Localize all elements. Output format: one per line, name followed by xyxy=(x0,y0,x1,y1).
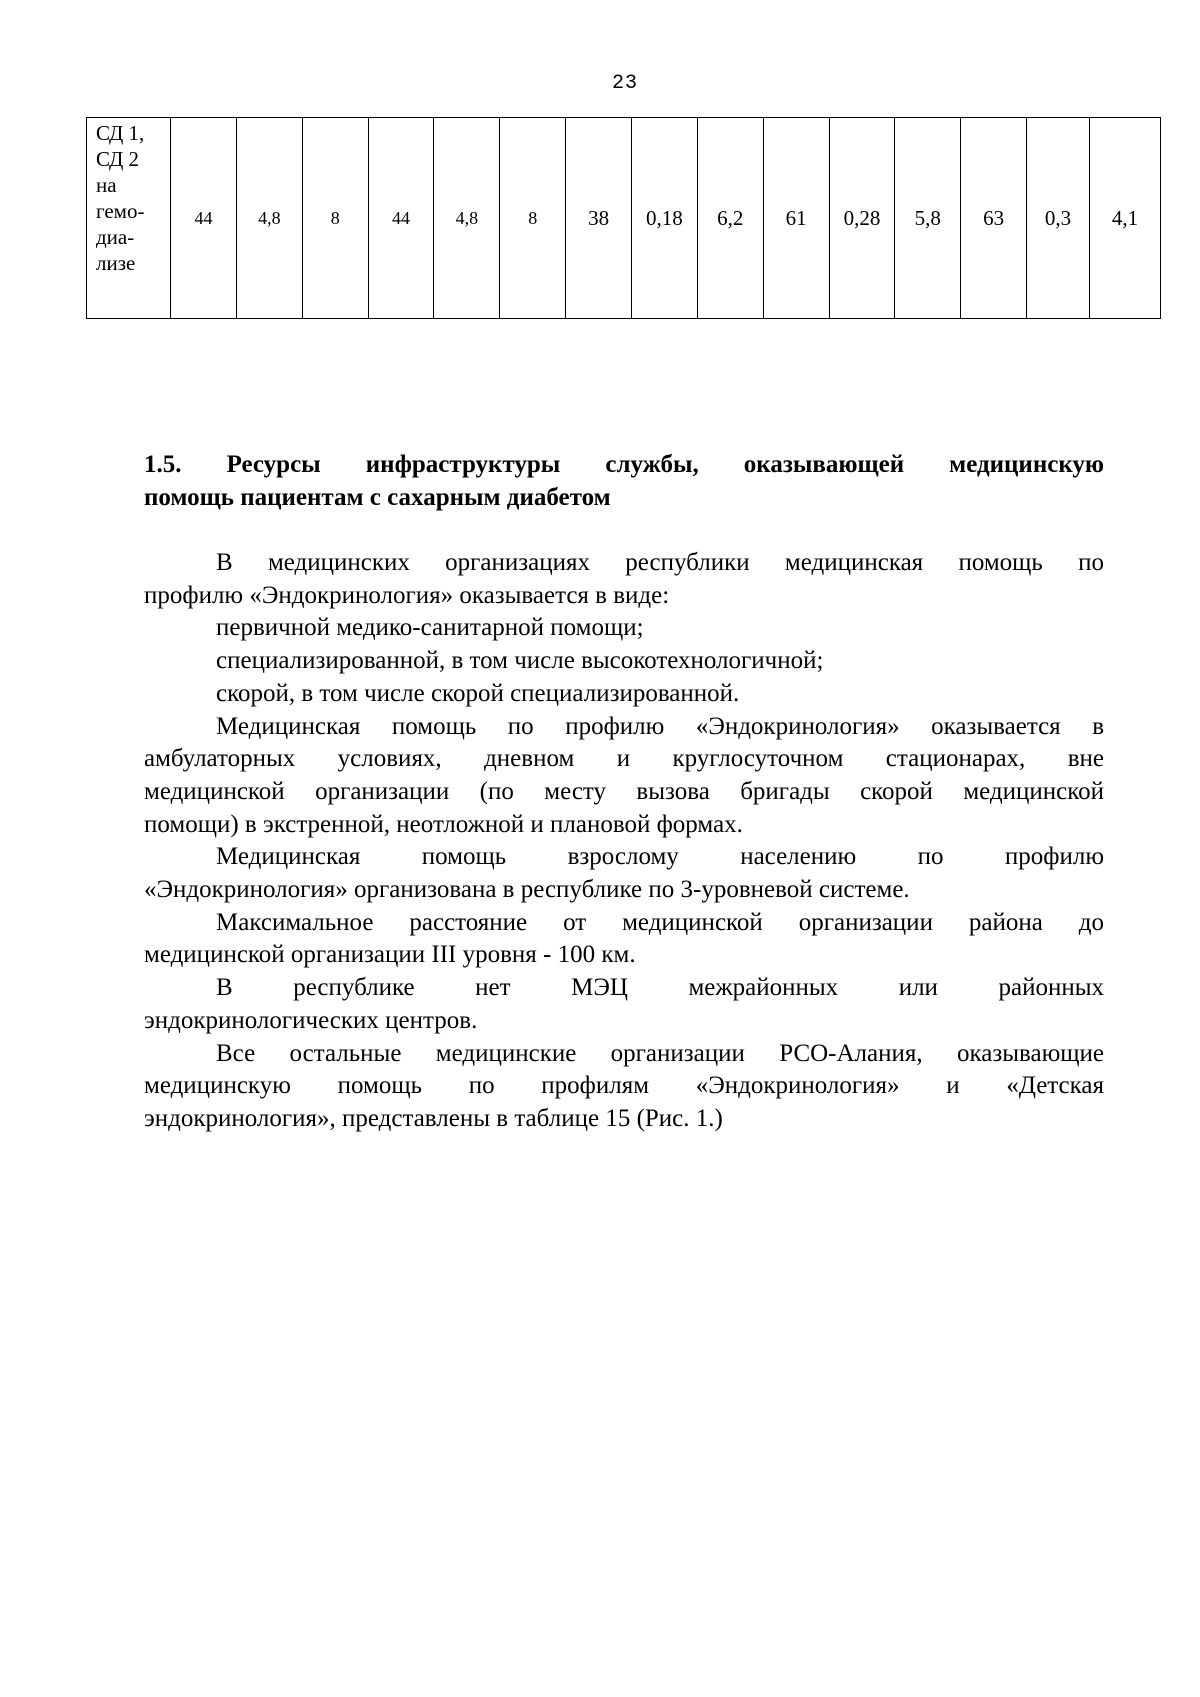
table-cell: 8 xyxy=(500,118,566,319)
table-cell: 0,3 xyxy=(1027,118,1090,319)
row-label-line: СД 1, xyxy=(96,121,145,145)
section-heading-line: 1.5. Ресурсы инфраструктуры службы, оказывающей медицинскую xyxy=(144,451,1104,478)
row-label-cell xyxy=(87,118,171,319)
text-line: амбулаторных условиях, дневном и круглосуточном стационарах, вне xyxy=(144,745,1104,773)
text-line: В республике нет МЭЦ межрайонных или районных xyxy=(216,974,1104,1002)
text-line: Медицинская помощь по профилю «Эндокринология» оказывается в xyxy=(216,712,1104,740)
table-cell: 38 xyxy=(566,118,632,319)
text-line: медицинской организации (по месту вызова бригады скорой медицинской xyxy=(144,777,1104,805)
table-cell: 6,2 xyxy=(697,118,763,319)
row-label-line: диа- xyxy=(96,225,135,249)
page-number: 23 xyxy=(611,72,638,95)
table-cell: 44 xyxy=(368,118,434,319)
section-body xyxy=(144,547,1104,1136)
text-line: скорой, в том числе скорой специализированной. xyxy=(216,679,740,707)
data-table xyxy=(86,117,1161,319)
text-line: В медицинских организациях республики медицинская помощь по xyxy=(216,549,1104,576)
table-cell: 4,8 xyxy=(236,118,302,319)
text-line: эндокринологических центров. xyxy=(144,1006,478,1034)
text-line: эндокринология», представлены в таблице 15 (Рис. 1.) xyxy=(144,1104,723,1132)
table-cell: 0,28 xyxy=(829,118,895,319)
table-cell: 4,1 xyxy=(1089,118,1160,319)
row-label-line: СД 2 xyxy=(96,147,140,171)
text-line: первичной медико-санитарной помощи; xyxy=(216,614,644,642)
text-line: медицинскую помощь по профилям «Эндокринология» и «Детская xyxy=(144,1072,1104,1100)
text-line: специализированной, в том числе высокотехнологичной; xyxy=(216,647,824,675)
table-row xyxy=(87,118,1161,319)
text-line: помощи) в экстренной, неотложной и плановой формах. xyxy=(144,810,743,838)
text-line: «Эндокринология» организована в республике по 3-уровневой системе. xyxy=(144,876,910,904)
text-line: медицинской организации III уровня - 100 км. xyxy=(144,941,636,969)
table-cell: 8 xyxy=(302,118,368,319)
text-line: профилю «Эндокринология» оказывается в виде: xyxy=(144,581,670,609)
section-heading-line: помощь пациентам с сахарным диабетом xyxy=(144,484,611,511)
row-label-line: на xyxy=(96,173,117,197)
table-cell: 4,8 xyxy=(434,118,500,319)
table-cell: 44 xyxy=(171,118,237,319)
row-label-line: гемо- xyxy=(96,199,145,223)
text-line: Все остальные медицинские организации РСО-Алания, оказывающие xyxy=(216,1039,1104,1067)
table-cell: 0,18 xyxy=(632,118,698,319)
table-cell: 61 xyxy=(763,118,829,319)
table-cell: 63 xyxy=(961,118,1027,319)
table-cell: 5,8 xyxy=(895,118,961,319)
text-line: Максимальное расстояние от медицинской организации района до xyxy=(216,908,1104,936)
row-label-line: лизе xyxy=(96,251,136,275)
text-line: Медицинская помощь взрослому населению по профилю xyxy=(216,843,1104,871)
section-heading xyxy=(144,448,1104,514)
